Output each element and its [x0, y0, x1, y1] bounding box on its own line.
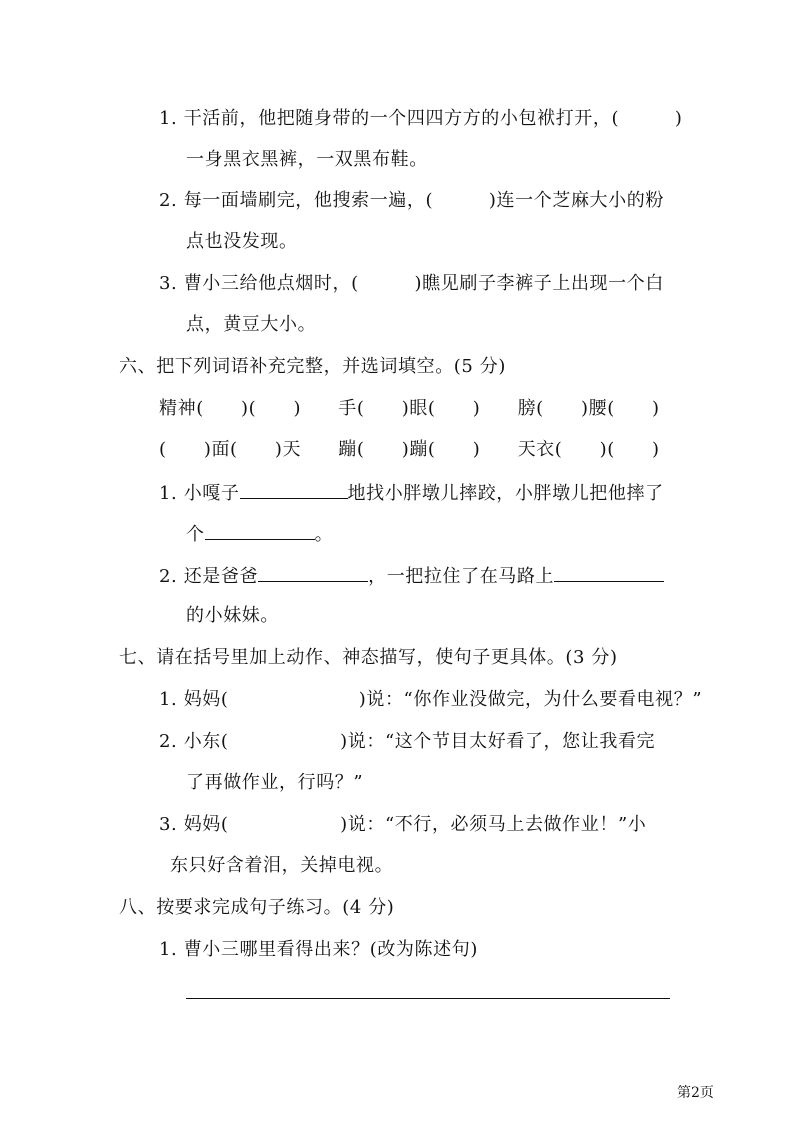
- s7-q2-line1: 2. 小东( )说：“这个节目太好看了，您让我看完: [159, 731, 656, 752]
- s6-q1-line1: [159, 480, 664, 506]
- s6-q2-line1: [159, 563, 664, 589]
- s6-q1-line2-suffix: 。: [314, 524, 334, 545]
- s6-q2-prefix: 2. 还是爸爸: [159, 566, 259, 587]
- s5-q3-line1: 3. 曹小三给他点烟时，( )瞧见刷子李裤子上出现一个白: [159, 273, 664, 294]
- s8-q1: 1. 曹小三哪里看得出来？(改为陈述句): [159, 939, 478, 960]
- s5-q2-line2: 点也没发现。: [186, 231, 298, 252]
- s5-q2-line1: 2. 每一面墙刷完，他搜索一遍，( )连一个芝麻大小的粉: [159, 190, 664, 211]
- s5-q1-line1: 1. 干活前，他把随身带的一个四四方方的小包袱打开，( ): [159, 108, 683, 129]
- s6-q2-middle: ，一把拉住了在马路上: [368, 566, 555, 587]
- s6-q2-line2: 的小妹妹。: [186, 605, 279, 626]
- s7-q3-line1: 3. 妈妈( )说：“不行，必须马上去做作业！”小: [159, 814, 647, 835]
- s6-q1-line2: [186, 521, 333, 547]
- s5-q3-line2: 点，黄豆大小。: [186, 314, 317, 335]
- answer-blank[interactable]: [205, 521, 315, 540]
- answer-blank[interactable]: [258, 563, 368, 582]
- s6-q1-prefix: 1. 小嘎子: [159, 483, 240, 504]
- s6-words-row2: ( )面( )天 蹦( )蹦( ) 天衣( )( ): [159, 439, 660, 460]
- page-number: 第2页: [677, 1085, 714, 1101]
- answer-blank[interactable]: [554, 563, 664, 582]
- s6-words-row1: 精神( )( ) 手( )眼( ) 膀( )腰( ): [159, 398, 660, 419]
- s6-q1-suffix: 地找小胖墩儿摔跤，小胖墩儿把他摔了: [347, 483, 664, 504]
- section8-heading: 八、按要求完成句子练习。(4 分): [119, 897, 395, 918]
- section6-heading: 六、把下列词语补充完整，并选词填空。(5 分): [119, 356, 507, 377]
- section7-heading: 七、请在括号里加上动作、神态描写，使句子更具体。(3 分): [119, 647, 618, 668]
- s7-q1: 1. 妈妈( )说：“你作业没做完，为什么要看电视？”: [159, 689, 703, 710]
- s5-q1-line2: 一身黑衣黑裤，一双黑布鞋。: [186, 149, 428, 170]
- answer-line[interactable]: [186, 998, 670, 999]
- s7-q3-line2: 东只好含着泪，关掉电视。: [170, 855, 394, 876]
- s7-q2-line2: 了再做作业，行吗？”: [186, 772, 364, 793]
- s6-q1-line2-prefix: 个: [186, 524, 205, 545]
- answer-blank[interactable]: [240, 480, 348, 499]
